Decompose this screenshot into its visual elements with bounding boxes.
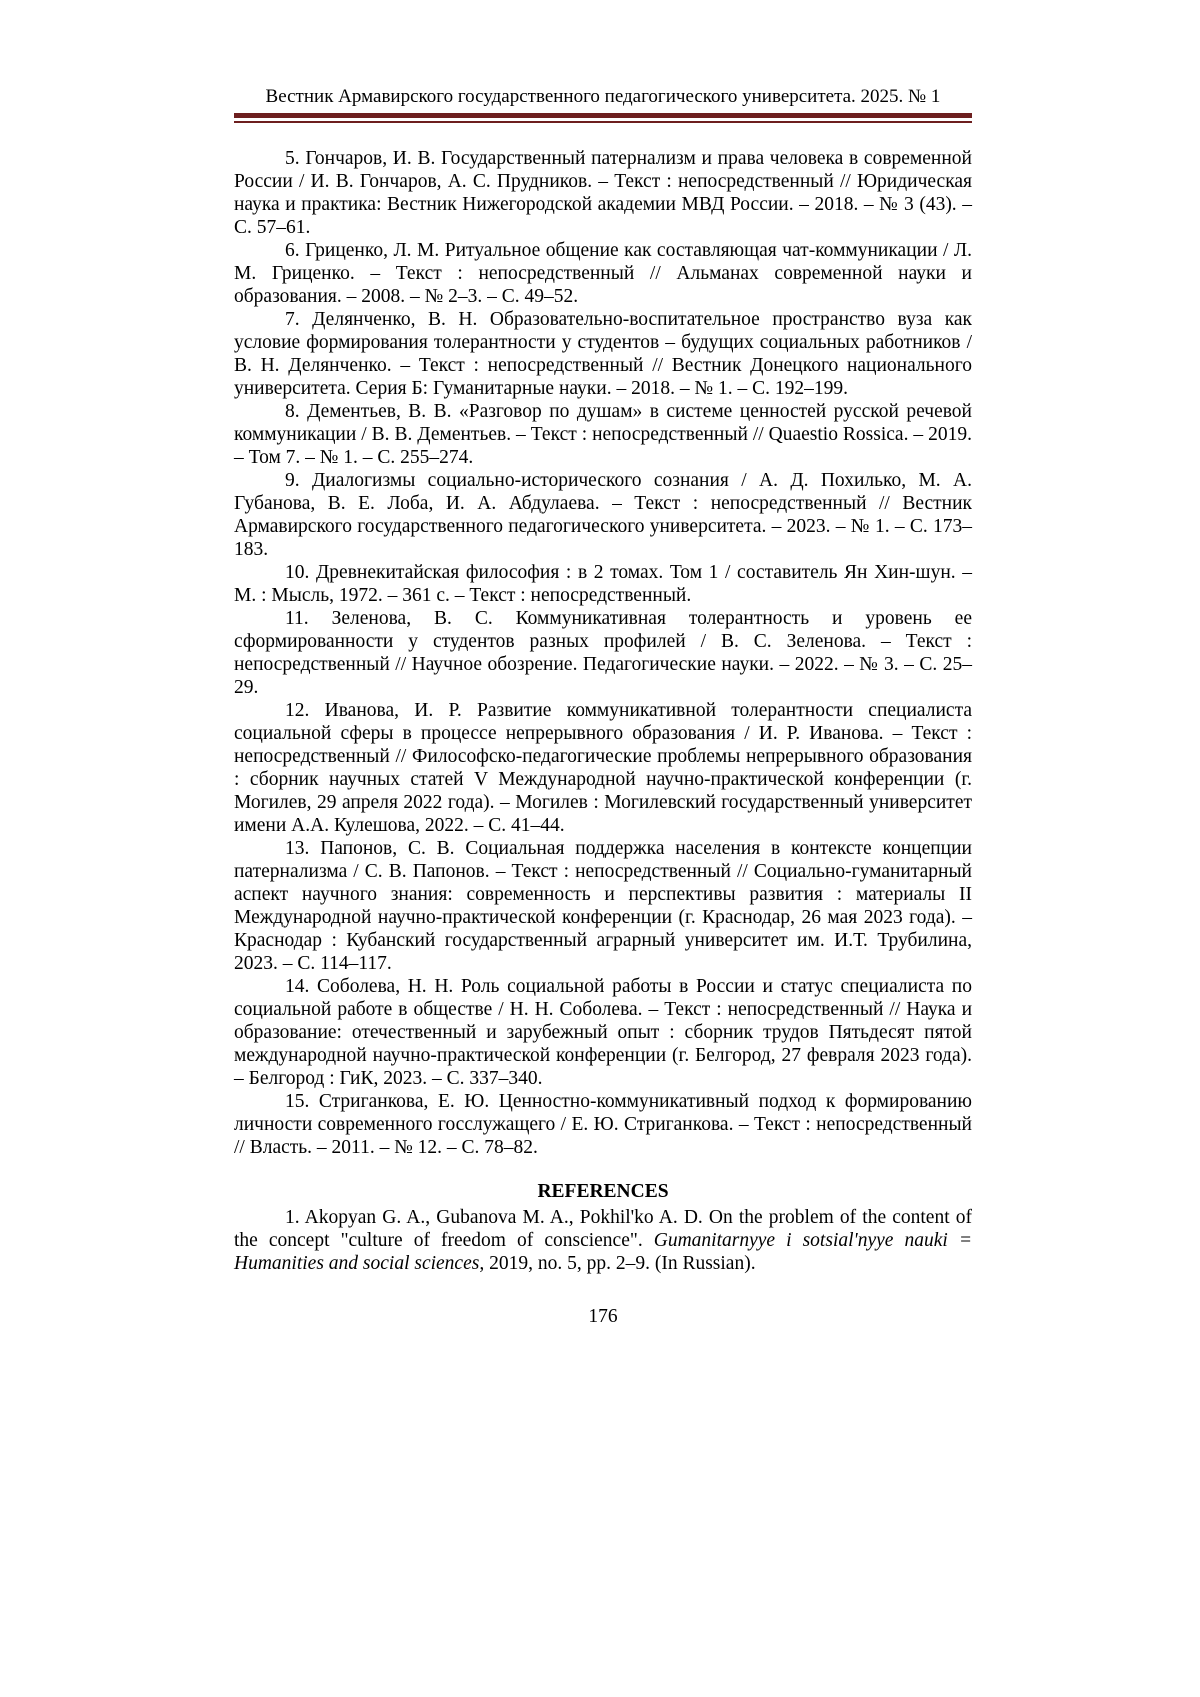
reference-item-15: 15. Стриганкова, Е. Ю. Ценностно-коммуникативный подход к формированию личности современного госслужащего / Е. Ю. Стриганкова. – Текст : непосредственный // Власть. – 2011. – № 12. – С. 78–82.	[234, 1091, 972, 1158]
references-list-en	[234, 1206, 972, 1275]
journal-header-title: Вестник Армавирского государственного педагогического университета. 2025. № 1	[265, 86, 941, 107]
page-number: 176	[588, 1306, 618, 1327]
journal-header	[234, 86, 972, 123]
reference-item-12: 12. Иванова, И. Р. Развитие коммуникативной толерантности специалиста социальной сферы в процессе непрерывного образования / И. Р. Иванова. – Текст : непосредственный // Философско-педагогические проблемы непрерывного образования : сборник научных статей V Международной научно-практической конференции (г. Могилев, 29 апреля 2022 года). – Могилев : Могилевский государственный университет имени А.А. Кулешова, 2022. – С. 41–44.	[234, 700, 972, 836]
references-heading: REFERENCES	[537, 1181, 669, 1202]
reference-en-text-before: 1. Akopyan G. A., Gubanova M. A., Pokhil'ko A. D. On the problem of the content of the concept "culture of freedom of conscience".	[234, 1207, 972, 1251]
bibliography-list-ru	[234, 147, 972, 1159]
reference-item-10: 10. Древнекитайская философия : в 2 томах. Том 1 / составитель Ян Хин-шун. – М. : Мысль, 1972. – 361 с. – Текст : непосредственный.	[234, 562, 972, 606]
reference-en-journal-italic: Gumanitarnyye i sotsial'nyye nauki = Humanities and social sciences,	[234, 1230, 973, 1274]
reference-en-text-after: 2019, no. 5, pp. 2–9. (In Russian).	[484, 1253, 756, 1274]
reference-item-8: 8. Дементьев, В. В. «Разговор по душам» в системе ценностей русской речевой коммуникации / В. В. Дементьев. – Текст : непосредственный // Quaestio Rossica. – 2019. – Том 7. – № 1. – С. 255–274.	[234, 401, 972, 468]
reference-item-13: 13. Папонов, С. В. Социальная поддержка населения в контексте концепции патернализма / С. В. Папонов. – Текст : непосредственный // Социально-гуманитарный аспект научного знания: современность и перспективы развития : материалы II Международной научно-практической конференции (г. Краснодар, 26 мая 2023 года). – Краснодар : Кубанский государственный аграрный университет им. И.Т. Трубилина, 2023. – С. 114–117.	[234, 838, 972, 974]
reference-item-7: 7. Делянченко, В. Н. Образовательно-воспитательное пространство вуза как условие формирования толерантности у студентов – будущих социальных работников / В. Н. Делянченко. – Текст : непосредственный // Вестник Донецкого национального университета. Серия Б: Гуманитарные науки. – 2018. – № 1. – С. 192–199.	[234, 309, 972, 399]
reference-item-14: 14. Соболева, Н. Н. Роль социальной работы в России и статус специалиста по социальной работе в обществе / Н. Н. Соболева. – Текст : непосредственный // Наука и образование: отечественный и зарубежный опыт : сборник трудов Пятьдесят пятой международной научно-практической конференции (г. Белгород, 27 февраля 2023 года). – Белгород : ГиК, 2023. – С. 337–340.	[234, 976, 972, 1089]
header-double-rule	[234, 113, 972, 123]
reference-item-6: 6. Гриценко, Л. М. Ритуальное общение как составляющая чат-коммуникации / Л. М. Гриценко. – Текст : непосредственный // Альманах современной науки и образования. – 2008. – № 2–3. – С. 49–52.	[234, 240, 972, 307]
reference-item-11: 11. Зеленова, В. С. Коммуникативная толерантность и уровень ее сформированности у студентов разных профилей / В. С. Зеленова. – Текст : непосредственный // Научное обозрение. Педагогические науки. – 2022. – № 3. – С. 25–29.	[234, 608, 972, 698]
reference-item-9: 9. Диалогизмы социально-исторического сознания / А. Д. Похилько, М. А. Губанова, В. Е. Лоба, И. А. Абдулаева. – Текст : непосредственный // Вестник Армавирского государственного педагогического университета. – 2023. – № 1. – С. 173–183.	[234, 470, 972, 560]
reference-item-5: 5. Гончаров, И. В. Государственный патернализм и права человека в современной России / И. В. Гончаров, А. С. Прудников. – Текст : непосредственный // Юридическая наука и практика: Вестник Нижегородской академии МВД России. – 2018. – № 3 (43). – С. 57–61.	[234, 148, 972, 238]
reference-item-en-1	[234, 1206, 972, 1275]
